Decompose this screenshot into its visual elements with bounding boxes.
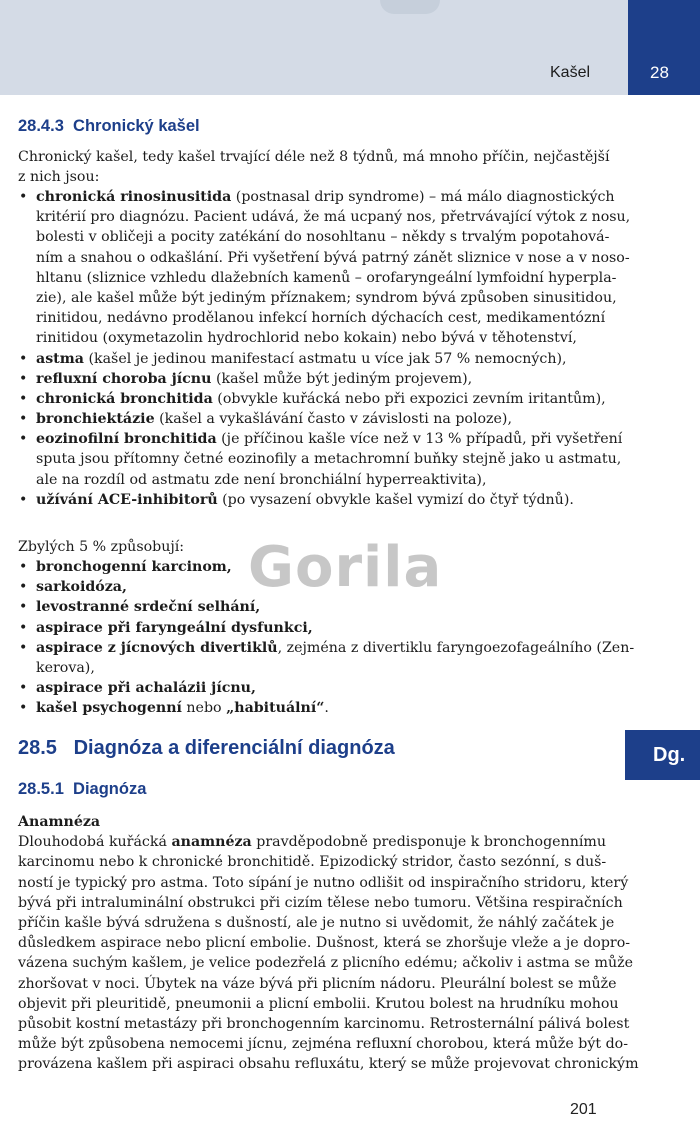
term: aspirace při achalázii jícnu, — [36, 680, 256, 697]
term: sarkoidóza, — [36, 579, 127, 596]
list-item — [18, 618, 634, 638]
running-head: Kašel — [550, 64, 591, 81]
section-title: Diagnóza a diferenciální diagnóza — [73, 737, 395, 759]
heading-28-4-3 — [18, 117, 200, 136]
term: aspirace z jícnových divertiklů — [36, 639, 278, 656]
term: užívání ACE-inhibitorů — [36, 491, 218, 508]
section-title: Diagnóza — [73, 780, 147, 798]
section-title: Chronický kašel — [73, 117, 200, 135]
list-item: • kašel psychogenní nebo „habituální“. — [18, 698, 634, 718]
causes-list — [18, 187, 630, 510]
list-item — [18, 597, 634, 617]
term: bronchiektázie — [36, 411, 155, 428]
chapter-number: 28 — [650, 63, 669, 82]
list-item: • užívání ACE-inhibitorů (po vysazení obvykle kašel vymizí do čtyř týdnů). — [18, 490, 630, 510]
header-photo-fragment — [380, 0, 440, 14]
term: chronická rinosinusitida — [36, 189, 232, 205]
term: kašel psychogenní — [36, 700, 182, 717]
heading-28-5-1 — [18, 780, 146, 799]
anamnesis-paragraph: Anamnéza Dlouhodobá kuřácká anamnéza pravděpodobně predisponuje k bronchogennímu karcinomu nebo k chronické bronchitidě. Epizodický stridor, často sezónní, s duš- ností je typický pro astma. Toto sípání je nutno odlišit od inspiračního stridoru, který bývá při intraluminální obstrukci při cizím tělese nebo tumoru. Většina respiračních příčin kašle bývá sdružena s dušností, ale je nutno si uvědomit, že náhlý začátek je důsledkem aspirace nebo plicní embolie. Dušnost, která se zhoršuje vleže a je dopro- vázena suchým kašlem, je velice podezřelá z plicního edému; ačkoliv i astma se může zhoršovat v noci. Úbytek na váze bývá při plicním nádoru. Pleurální bolest se může objevit při pleuritidě, pneumonii a plicní embolii. Krutou bolest na hrudníku mohou působit kostní metastázy při bronchogenním karcinomu. Retrosternální pálivá bolest může být způsobena nemocemi jícnu, zejména refluxní chorobou, která může být do- provázena kašlem při aspiraci obsahu refluxátu, který se může projevovat chronickým — [18, 814, 639, 1073]
gorila-watermark: Gorila — [248, 535, 443, 600]
term: chronická bronchitida — [36, 390, 213, 407]
term: astma — [36, 350, 84, 367]
page-number: 201 — [570, 1101, 597, 1118]
term: „habituální“ — [226, 700, 325, 717]
term: refluxní choroba jícnu — [36, 370, 212, 387]
term: aspirace při faryngeální dysfunkci, — [36, 619, 313, 636]
section-number: 28.5.1 — [18, 780, 64, 798]
list-item: • astma (kašel je jedinou manifestací astmatu u více jak 57 % nemocných), — [18, 349, 630, 369]
text-line: z nich jsou: — [18, 169, 100, 186]
text-line: Chronický kašel, tedy kašel trvající déle než 8 týdnů, má mnoho příčin, nejčastější — [18, 149, 610, 165]
list-item: • aspirace z jícnových divertiklů, zejména z divertiklu faryngoezofageálního (Zen- kerova), — [18, 638, 634, 678]
list-item: • chronická rinosinusitida (postnasal drip syndrome) – má málo diagnostických kritérií pro diagnózu. Pacient udává, že má ucpaný nos, přetrvávající výtok z nosu, bolesti v obličeji a pocity zatékání do nosohltanu – někdy s trvalým popotahová- ním a snahou o odkašlání. Při vyšetření bývá patrný zánět sliznice v nose a v noso- hltanu (sliznice vzhledu dlažebních kamenů – orofaryngeální lymfoidní hyperpla- zie), ale kašel může být jediným příznakem; syndrom bývá způsoben sinusitidou, rinitidou, nedávno prodělanou infekcí horních dýchacích cest, medikamentózní rinitidou (oxymetazolin hydrochlorid nebo kokain) nebo bývá v těhotenství, — [18, 187, 630, 349]
section-number: 28.4.3 — [18, 117, 64, 135]
term: bronchogenní karcinom, — [36, 559, 232, 575]
section-number: 28.5 — [18, 737, 57, 759]
term: levostranné srdeční selhání, — [36, 599, 261, 616]
subheading: Anamnéza — [18, 814, 101, 830]
list-item: • eozinofilní bronchitida (je příčinou kašle více než v 13 % případů, při vyšetření sputa jsou přítomny četné eozinofily a metachromní buňky stejně jako u astmatu, ale na rozdíl od astmatu zde není bronchiální hyperreaktivita), — [18, 429, 630, 490]
term: eozinofilní bronchitida — [36, 431, 217, 448]
list-item: • chronická bronchitida (obvykle kuřácká nebo při expozici zevním iritantům), — [18, 389, 630, 409]
others-intro: Zbylých 5 % způsobují: — [18, 539, 185, 555]
list-item — [18, 678, 634, 698]
heading-28-5 — [18, 737, 395, 760]
diagnosis-side-tab: Dg. — [625, 730, 700, 780]
intro-paragraph — [18, 147, 610, 187]
list-item: • bronchiektázie (kašel a vykašlávání často v závislosti na poloze), — [18, 409, 630, 429]
header-band — [0, 0, 628, 95]
list-item: • refluxní choroba jícnu (kašel může být jediným projevem), — [18, 369, 630, 389]
